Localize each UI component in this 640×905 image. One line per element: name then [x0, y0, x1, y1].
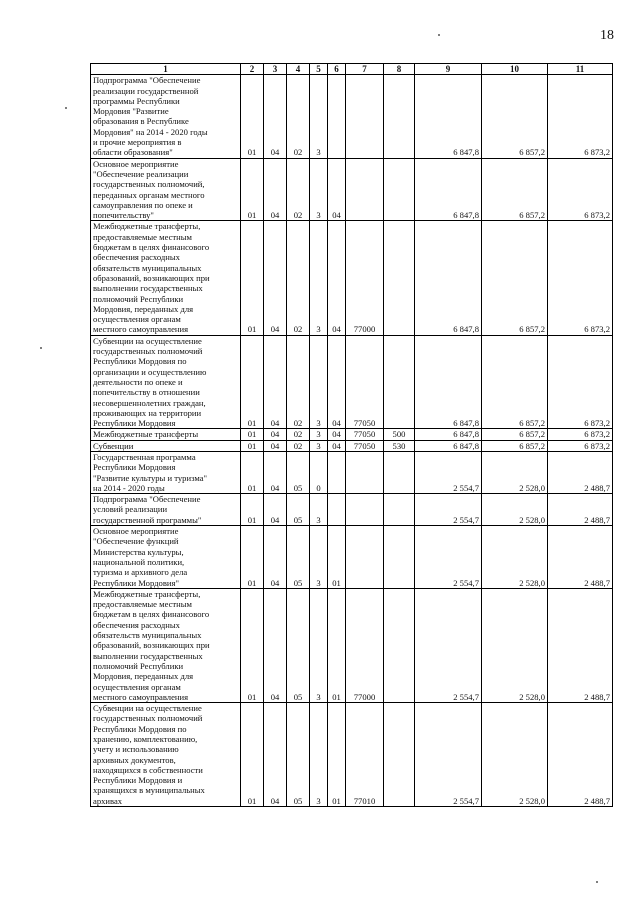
expense-type-code: [384, 75, 415, 158]
column-header: 5: [310, 64, 328, 75]
section-code: 01: [241, 335, 264, 429]
subprogram-code: 3: [310, 703, 328, 807]
subsection-code: 04: [264, 75, 287, 158]
amount-year-3: 6 873,2: [548, 335, 613, 429]
column-header: 2: [241, 64, 264, 75]
column-header: 11: [548, 64, 613, 75]
scan-speck: [40, 347, 42, 349]
table-row: [91, 588, 613, 702]
row-name: Межбюджетные трансферты: [91, 429, 241, 440]
amount-year-3: 6 873,2: [548, 440, 613, 451]
expense-type-code: [384, 221, 415, 335]
amount-year-3: 2 488,7: [548, 526, 613, 589]
amount-year-1: 2 554,7: [415, 703, 482, 807]
direction-code: 77050: [346, 429, 384, 440]
expense-type-code: 530: [384, 440, 415, 451]
section-code: 01: [241, 429, 264, 440]
program-code: 02: [287, 335, 310, 429]
page-number: 18: [600, 28, 614, 43]
header-row: [91, 64, 613, 75]
expense-type-code: [384, 703, 415, 807]
budget-table: [90, 63, 613, 807]
program-code: 05: [287, 451, 310, 493]
row-name: Подпрограмма "Обеспечение условий реализации государственной программы": [91, 494, 241, 526]
row-name: Государственная программа Республики Мордовия "Развитие культуры и туризма" на 2014 - 2020 годы: [91, 451, 241, 493]
direction-code: [346, 75, 384, 158]
program-code: 02: [287, 440, 310, 451]
subsection-code: 04: [264, 221, 287, 335]
measure-code: 01: [328, 588, 346, 702]
row-name: Субвенции на осуществление государственных полномочий Республики Мордовия по организации и осуществлению деятельности по опеке и попечительству в отношении несовершеннолетних граждан, проживающих на территории Республики Мордовия: [91, 335, 241, 429]
section-code: 01: [241, 158, 264, 221]
amount-year-2: 6 857,2: [482, 75, 548, 158]
scan-speck: [438, 34, 440, 36]
amount-year-1: 2 554,7: [415, 451, 482, 493]
amount-year-1: 6 847,8: [415, 335, 482, 429]
table-row: [91, 158, 613, 221]
amount-year-1: 6 847,8: [415, 440, 482, 451]
program-code: 02: [287, 221, 310, 335]
amount-year-2: 2 528,0: [482, 588, 548, 702]
amount-year-1: 6 847,8: [415, 158, 482, 221]
amount-year-1: 6 847,8: [415, 75, 482, 158]
amount-year-3: 6 873,2: [548, 429, 613, 440]
measure-code: 04: [328, 158, 346, 221]
subprogram-code: 0: [310, 451, 328, 493]
amount-year-2: 2 528,0: [482, 451, 548, 493]
amount-year-2: 2 528,0: [482, 494, 548, 526]
section-code: 01: [241, 588, 264, 702]
measure-code: 04: [328, 221, 346, 335]
amount-year-1: 2 554,7: [415, 526, 482, 589]
amount-year-2: 2 528,0: [482, 526, 548, 589]
measure-code: 04: [328, 335, 346, 429]
subsection-code: 04: [264, 158, 287, 221]
expense-type-code: [384, 526, 415, 589]
measure-code: 01: [328, 526, 346, 589]
subprogram-code: 3: [310, 335, 328, 429]
direction-code: [346, 494, 384, 526]
table-row: [91, 494, 613, 526]
row-name: Основное мероприятие "Обеспечение реализации государственных полномочий, переданных органам местного самоуправления по опеке и попечительству": [91, 158, 241, 221]
row-name: Подпрограмма "Обеспечение реализации государственной программы Республики Мордовия "Развитие образования в Республике Мордовия" на 2014 - 2020 годы и прочие мероприятия в области образования": [91, 75, 241, 158]
column-header: 10: [482, 64, 548, 75]
column-header: 1: [91, 64, 241, 75]
amount-year-3: 6 873,2: [548, 221, 613, 335]
subprogram-code: 3: [310, 221, 328, 335]
section-code: 01: [241, 440, 264, 451]
table-row: [91, 429, 613, 440]
scan-speck: [596, 881, 598, 883]
section-code: 01: [241, 451, 264, 493]
direction-code: [346, 526, 384, 589]
measure-code: 04: [328, 440, 346, 451]
direction-code: 77050: [346, 440, 384, 451]
amount-year-1: 2 554,7: [415, 494, 482, 526]
amount-year-1: 2 554,7: [415, 588, 482, 702]
subsection-code: 04: [264, 335, 287, 429]
amount-year-2: 6 857,2: [482, 335, 548, 429]
subsection-code: 04: [264, 703, 287, 807]
subprogram-code: 3: [310, 75, 328, 158]
subprogram-code: 3: [310, 588, 328, 702]
section-code: 01: [241, 221, 264, 335]
table-row: [91, 440, 613, 451]
amount-year-3: 2 488,7: [548, 588, 613, 702]
column-header: 3: [264, 64, 287, 75]
measure-code: [328, 494, 346, 526]
expense-type-code: [384, 588, 415, 702]
amount-year-1: 6 847,8: [415, 221, 482, 335]
expense-type-code: 500: [384, 429, 415, 440]
direction-code: 77050: [346, 335, 384, 429]
amount-year-2: 6 857,2: [482, 429, 548, 440]
direction-code: 77000: [346, 221, 384, 335]
table-row: [91, 703, 613, 807]
row-name: Основное мероприятие "Обеспечение функций Министерства культуры, национальной политики, туризма и архивного дела Республики Мордовия": [91, 526, 241, 589]
direction-code: [346, 158, 384, 221]
subsection-code: 04: [264, 451, 287, 493]
table-row: [91, 75, 613, 158]
column-header: 6: [328, 64, 346, 75]
measure-code: 01: [328, 703, 346, 807]
direction-code: 77010: [346, 703, 384, 807]
program-code: 05: [287, 703, 310, 807]
subsection-code: 04: [264, 494, 287, 526]
subprogram-code: 3: [310, 429, 328, 440]
amount-year-3: 2 488,7: [548, 451, 613, 493]
column-header: 9: [415, 64, 482, 75]
amount-year-2: 2 528,0: [482, 703, 548, 807]
row-name: Межбюджетные трансферты, предоставляемые местным бюджетам в целях финансового обеспечения расходных обязательств муниципальных образований, возникающих при выполнении государственных полномочий Республики Мордовия, переданных для осуществления органам местного самоуправления: [91, 221, 241, 335]
amount-year-3: 6 873,2: [548, 158, 613, 221]
amount-year-3: 2 488,7: [548, 494, 613, 526]
expense-type-code: [384, 451, 415, 493]
subsection-code: 04: [264, 440, 287, 451]
amount-year-3: 2 488,7: [548, 703, 613, 807]
section-code: 01: [241, 75, 264, 158]
row-name: Субвенции на осуществление государственных полномочий Республики Мордовия по хранению, комплектованию, учету и использованию архивных документов, находящихся в собственности Республики Мордовия и хранящихся в муниципальных архивах: [91, 703, 241, 807]
amount-year-3: 6 873,2: [548, 75, 613, 158]
direction-code: [346, 451, 384, 493]
column-header: 4: [287, 64, 310, 75]
program-code: 05: [287, 526, 310, 589]
amount-year-2: 6 857,2: [482, 158, 548, 221]
program-code: 02: [287, 429, 310, 440]
table-row: [91, 221, 613, 335]
table-row: [91, 335, 613, 429]
subprogram-code: 3: [310, 494, 328, 526]
amount-year-2: 6 857,2: [482, 221, 548, 335]
amount-year-1: 6 847,8: [415, 429, 482, 440]
column-header: 7: [346, 64, 384, 75]
subsection-code: 04: [264, 429, 287, 440]
scan-speck: [65, 107, 67, 109]
subprogram-code: 3: [310, 440, 328, 451]
program-code: 05: [287, 494, 310, 526]
expense-type-code: [384, 335, 415, 429]
row-name: Межбюджетные трансферты, предоставляемые местным бюджетам в целях финансового обеспечения расходных обязательств муниципальных образований, возникающих при выполнении государственных полномочий Республики Мордовия, переданных для осуществления органам местного самоуправления: [91, 588, 241, 702]
expense-type-code: [384, 494, 415, 526]
column-header: 8: [384, 64, 415, 75]
amount-year-2: 6 857,2: [482, 440, 548, 451]
section-code: 01: [241, 703, 264, 807]
program-code: 02: [287, 75, 310, 158]
measure-code: 04: [328, 429, 346, 440]
program-code: 02: [287, 158, 310, 221]
program-code: 05: [287, 588, 310, 702]
measure-code: [328, 451, 346, 493]
section-code: 01: [241, 526, 264, 589]
section-code: 01: [241, 494, 264, 526]
subprogram-code: 3: [310, 526, 328, 589]
direction-code: 77000: [346, 588, 384, 702]
expense-type-code: [384, 158, 415, 221]
table-row: [91, 451, 613, 493]
table-row: [91, 526, 613, 589]
subprogram-code: 3: [310, 158, 328, 221]
row-name: Субвенции: [91, 440, 241, 451]
subsection-code: 04: [264, 526, 287, 589]
measure-code: [328, 75, 346, 158]
subsection-code: 04: [264, 588, 287, 702]
